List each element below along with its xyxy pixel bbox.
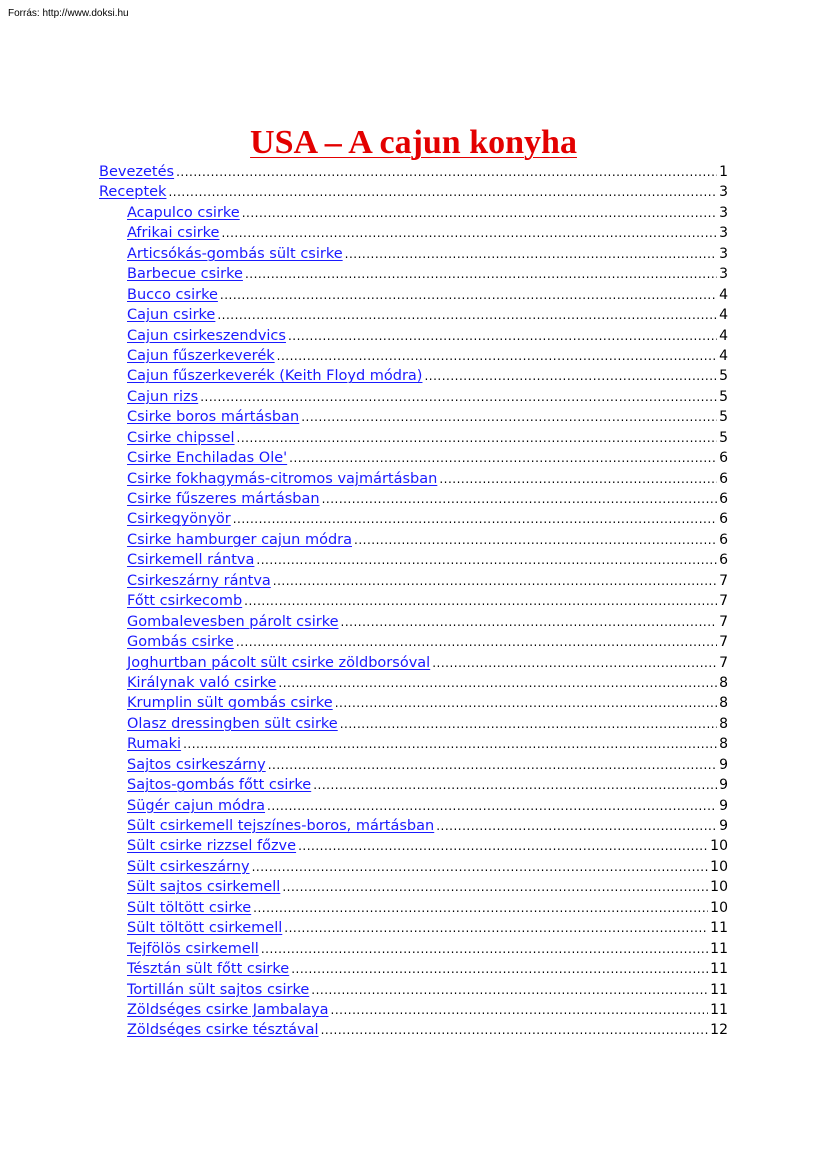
toc-dot-leader (217, 306, 717, 324)
toc-entry (99, 204, 728, 224)
toc-page-number: 9 (719, 756, 728, 773)
toc-page-number: 5 (719, 409, 728, 426)
toc-page-number: 1 (719, 164, 728, 180)
toc-entry (99, 633, 728, 653)
toc-entry (99, 878, 728, 898)
toc-entry-link[interactable]: Zöldséges csirke Jambalaya (127, 1001, 329, 1018)
toc-dot-leader (220, 286, 717, 304)
toc-page-number: 3 (719, 225, 728, 242)
toc-entry (99, 817, 728, 837)
toc-dot-leader (340, 715, 717, 733)
toc-entry (99, 919, 728, 939)
toc-dot-leader (311, 981, 708, 999)
toc-entry (99, 163, 728, 183)
toc-dot-leader (221, 224, 717, 242)
toc-entry-link[interactable]: Acapulco csirke (127, 204, 240, 221)
toc-entry (99, 1021, 728, 1041)
toc-entry (99, 429, 728, 449)
toc-dot-leader (424, 367, 717, 385)
toc-dot-leader (291, 960, 708, 978)
source-line: Forrás: http://www.doksi.hu (8, 8, 129, 19)
toc-dot-leader (354, 531, 717, 549)
toc-entry-link[interactable]: Bucco csirke (127, 286, 218, 303)
toc-entry-link[interactable]: Csirkemell rántva (127, 552, 255, 569)
toc-entry (99, 776, 728, 796)
toc-dot-leader (261, 940, 708, 958)
toc-page-number: 3 (719, 266, 728, 283)
toc-entry-link[interactable]: Csirke chipssel (127, 429, 235, 446)
toc-dot-leader (322, 490, 718, 508)
toc-dot-leader (313, 776, 717, 794)
toc-entry (99, 531, 728, 551)
toc-entry-link[interactable]: Zöldséges csirke tésztával (127, 1022, 319, 1039)
toc-entry-link[interactable]: Barbecue csirke (127, 266, 243, 283)
toc-page-number: 4 (719, 307, 728, 324)
toc-dot-leader (289, 449, 717, 467)
toc-entry-link[interactable]: Sült töltött csirkemell (127, 920, 283, 937)
toc-page-number: 11 (710, 1001, 728, 1018)
toc-page-number: 11 (710, 981, 728, 998)
toc-page-number: 9 (719, 797, 728, 814)
toc-entry (99, 470, 728, 490)
toc-dot-leader (273, 572, 717, 590)
toc-dot-leader (345, 245, 717, 263)
toc-entry (99, 735, 728, 755)
toc-dot-leader (168, 183, 717, 201)
toc-page-number: 11 (710, 940, 728, 957)
toc-page-number: 6 (719, 552, 728, 569)
toc-page-number: 12 (710, 1022, 728, 1039)
toc-entry (99, 327, 728, 347)
toc-dot-leader (256, 551, 717, 569)
toc-dot-leader (267, 797, 717, 815)
toc-page-number: 5 (719, 368, 728, 385)
toc-page-number: 10 (710, 858, 728, 875)
toc-page-number: 4 (719, 347, 728, 364)
toc-entry-link[interactable]: Sügér cajun módra (127, 797, 266, 814)
toc-entry-link[interactable]: Cajun csirkeszendvics (127, 327, 286, 344)
toc-entry (99, 1001, 728, 1021)
toc-entry (99, 347, 728, 367)
toc-entry (99, 408, 728, 428)
toc-entry (99, 286, 728, 306)
toc-page-number: 7 (719, 654, 728, 671)
toc-entry (99, 899, 728, 919)
toc-page-number: 5 (719, 429, 728, 446)
toc-dot-leader (331, 1001, 709, 1019)
toc-entry-link[interactable]: Tésztán sült főtt csirke (127, 961, 290, 978)
toc-dot-leader (436, 817, 717, 835)
toc-entry (99, 183, 728, 203)
toc-dot-leader (282, 878, 708, 896)
toc-entry (99, 551, 728, 571)
toc-entry-link[interactable]: Afrikai csirke (127, 225, 220, 242)
toc-entry (99, 756, 728, 776)
toc-page-number: 3 (719, 204, 728, 221)
toc-entry-link[interactable]: Sajtos-gombás főtt csirke (127, 777, 312, 794)
toc-page-number: 10 (710, 879, 728, 896)
toc-entry (99, 388, 728, 408)
toc-dot-leader (268, 756, 717, 774)
toc-dot-leader (242, 204, 717, 222)
toc-entry (99, 858, 728, 878)
toc-entry-link[interactable]: Sült csirke rizzsel főzve (127, 838, 297, 855)
toc-entry-link[interactable]: Rumaki (127, 736, 182, 753)
table-of-contents (99, 163, 728, 1042)
toc-entry (99, 572, 728, 592)
toc-dot-leader (233, 510, 717, 528)
toc-entry (99, 837, 728, 857)
toc-entry (99, 449, 728, 469)
toc-dot-leader (341, 613, 718, 631)
toc-dot-leader (278, 674, 717, 692)
toc-entry (99, 940, 728, 960)
toc-entry (99, 715, 728, 735)
toc-page-number: 11 (710, 920, 728, 937)
toc-page-number: 9 (719, 818, 728, 834)
toc-page-number: 6 (719, 531, 728, 548)
toc-entry-link[interactable]: Sült csirkeszárny (127, 858, 250, 875)
toc-dot-leader (321, 1021, 709, 1039)
toc-entry-link[interactable]: Sült sajtos csirkemell (127, 879, 281, 896)
toc-entry (99, 674, 728, 694)
toc-entry-link[interactable]: Articsókás-gombás sült csirke (127, 245, 343, 262)
toc-entry-link[interactable]: Csirkeszárny rántva (127, 572, 271, 589)
toc-dot-leader (432, 654, 717, 672)
toc-entry (99, 981, 728, 1001)
toc-page-number: 7 (719, 572, 728, 589)
toc-entry-link[interactable]: Sült csirkemell tejszínes-boros, mártásban (127, 818, 435, 834)
toc-entry-link[interactable]: Királynak való csirke (127, 674, 277, 691)
toc-entry (99, 224, 728, 244)
toc-dot-leader (252, 858, 709, 876)
toc-entry-link[interactable]: Tortillán sült sajtos csirke (127, 981, 310, 998)
toc-dot-leader (298, 837, 708, 855)
toc-entry-link[interactable]: Gombás csirke (127, 634, 234, 651)
toc-entry-link[interactable]: Sajtos csirkeszárny (127, 756, 266, 773)
toc-entry-link[interactable]: Cajun csirke (127, 307, 216, 324)
toc-page-number: 8 (719, 715, 728, 732)
toc-entry (99, 490, 728, 510)
toc-entry (99, 613, 728, 633)
toc-page-number: 3 (719, 245, 728, 262)
toc-dot-leader (277, 347, 717, 365)
toc-entry (99, 797, 728, 817)
toc-page-number: 6 (719, 511, 728, 528)
toc-page-number: 6 (719, 491, 728, 507)
toc-page-number: 6 (719, 450, 728, 467)
toc-dot-leader (183, 735, 717, 753)
toc-page-number: 7 (719, 613, 728, 630)
toc-entry-link[interactable]: Bevezetés (99, 164, 175, 180)
toc-page-number: 7 (719, 634, 728, 651)
toc-entry (99, 960, 728, 980)
toc-entry-link[interactable]: Joghurtban pácolt sült csirke zöldborsóval (127, 654, 431, 671)
toc-entry-link[interactable]: Sült töltött csirke (127, 899, 252, 916)
toc-page-number: 10 (710, 838, 728, 855)
toc-dot-leader (176, 163, 717, 181)
toc-dot-leader (335, 694, 717, 712)
toc-entry (99, 654, 728, 674)
toc-dot-leader (439, 470, 717, 488)
toc-page-number: 10 (710, 899, 728, 916)
toc-dot-leader (245, 265, 717, 283)
toc-entry-link[interactable]: Csirke Enchiladas Ole' (127, 450, 288, 467)
toc-dot-leader (244, 592, 717, 610)
toc-page-number: 3 (719, 184, 728, 201)
toc-entry (99, 510, 728, 530)
toc-dot-leader (288, 327, 717, 345)
toc-page-number: 9 (719, 777, 728, 794)
toc-page-number: 8 (719, 674, 728, 691)
toc-dot-leader (237, 429, 718, 447)
toc-page-number: 7 (719, 593, 728, 610)
toc-page-number: 8 (719, 695, 728, 712)
toc-entry-link[interactable]: Csirkegyönyör (127, 511, 231, 528)
toc-dot-leader (200, 388, 717, 406)
toc-page-number: 4 (719, 327, 728, 344)
toc-entry-link[interactable]: Receptek (99, 184, 167, 201)
toc-dot-leader (253, 899, 708, 917)
toc-entry-link[interactable]: Csirke boros mártásban (127, 409, 300, 426)
toc-entry-link[interactable]: Csirke fűszeres mártásban (127, 491, 320, 507)
toc-entry-link[interactable]: Csirke fokhagymás-citromos vajmártásban (127, 470, 438, 487)
toc-entry-link[interactable]: Cajun fűszerkeverék (Keith Floyd módra) (127, 368, 423, 385)
toc-entry-link[interactable]: Krumplin sült gombás csirke (127, 695, 333, 712)
page-title: USA – A cajun konyha (250, 123, 577, 161)
toc-entry-link[interactable]: Olasz dressingben sült csirke (127, 715, 338, 732)
toc-entry (99, 245, 728, 265)
toc-entry-link[interactable]: Cajun fűszerkeverék (127, 347, 275, 364)
toc-entry-link[interactable]: Gombalevesben párolt csirke (127, 613, 339, 630)
toc-entry (99, 265, 728, 285)
toc-entry-link[interactable]: Cajun rizs (127, 388, 199, 405)
toc-entry (99, 694, 728, 714)
toc-page-number: 6 (719, 470, 728, 487)
toc-entry-link[interactable]: Főtt csirkecomb (127, 593, 243, 610)
toc-entry (99, 306, 728, 326)
toc-entry-link[interactable]: Tejfölös csirkemell (127, 940, 259, 957)
toc-page-number: 8 (719, 736, 728, 753)
toc-dot-leader (284, 919, 708, 937)
toc-page-number: 4 (719, 286, 728, 303)
toc-dot-leader (301, 408, 717, 426)
toc-page-number: 5 (719, 388, 728, 405)
toc-entry (99, 592, 728, 612)
toc-page-number: 11 (710, 961, 728, 978)
toc-dot-leader (236, 633, 717, 651)
toc-entry-link[interactable]: Csirke hamburger cajun módra (127, 531, 352, 548)
toc-entry (99, 367, 728, 387)
